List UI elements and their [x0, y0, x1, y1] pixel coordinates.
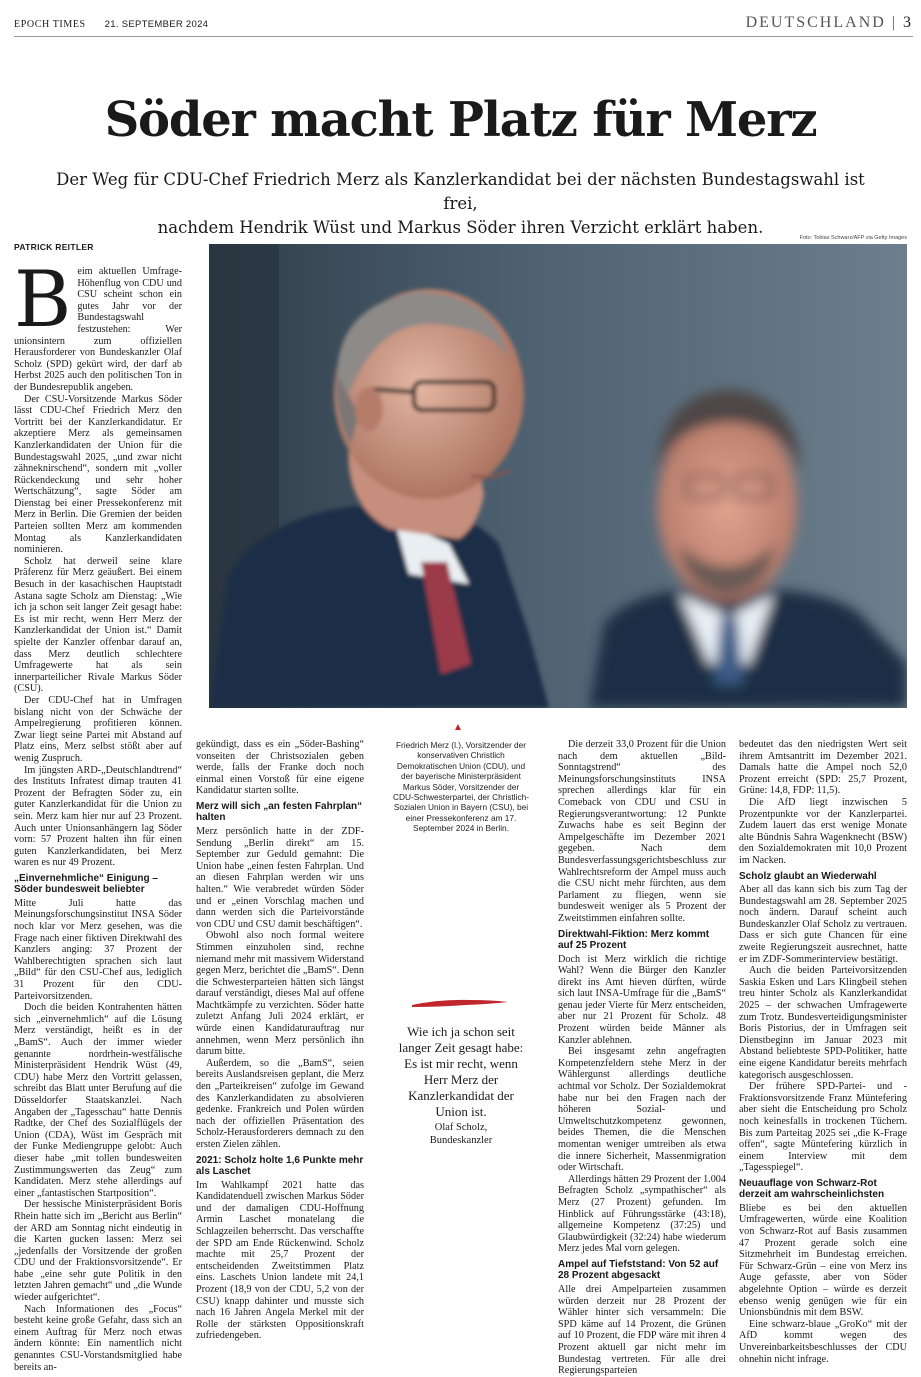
- paragraph: gekündigt, dass es ein „Söder-Bashing“ vonseiten der Christsozialen geben werde, falls der Franke doch noch einmal einen Vorstoß für eine eigene Kandidatur starten sollte.: [196, 739, 364, 797]
- photo-illustration: [209, 244, 907, 708]
- quote-role: Bundeskanzler: [429, 1134, 493, 1146]
- dropcap: B: [14, 255, 72, 345]
- paragraph: Der hessische Ministerpräsident Boris Rhein hatte sich im „Bericht aus Berlin“ der ARD am Sonntag nicht eindeutig in die Karten gucken lassen: Merz sei „jedenfalls der Vorsitzende der großen CDU und der Fraktionsvorsitzende“. Er habe „eine sehr gute Politik in den letzten Jahren gemacht“ und „die Wunde wieder aufgerichtet“.: [14, 1199, 182, 1304]
- lead-text: [40, 168, 881, 240]
- subheading: Merz will sich „an festen Fahrplan“ halten: [196, 800, 363, 824]
- quote-accent-stroke: [410, 996, 510, 1010]
- page-separator: |: [891, 14, 897, 31]
- photo-credit: Foto: Tobias Schwarz/AFP via Getty Images: [799, 235, 907, 241]
- paragraph: Alle drei Ampelparteien zusammen würden derzeit nur 28 Prozent der Wähler hinter sich versammeln: Die SPD käme auf 14 Prozent, die Grünen auf 10 Prozent, die FDP wäre mit ihren 4 Prozent aktuell gar nicht mehr im Bundestag vertreten. Für alle drei Regierungsparteien: [558, 1283, 726, 1377]
- subheading: „Einvernehmliche“ Einigung – Söder bundesweit beliebter: [14, 872, 158, 896]
- subheading: Scholz glaubt an Wiederwahl: [739, 870, 877, 882]
- author-byline: PATRICK REITLER: [14, 242, 94, 252]
- paragraph: Die AfD liegt inzwischen 5 Prozentpunkte vor der Kanzlerpartei. Zudem lauert das erst wenige Monate alte Bündnis Sahra Wagenknecht (BSW) den Sozialdemokraten mit 10,0 Prozent im Nacken.: [739, 796, 907, 866]
- paragraph: Der CSU-Vorsitzende Markus Söder lässt CDU-Chef Friedrich Merz den Vortritt bei der Kanzlerkandidatur. Er akzeptiere Merz als gemeinsamen Kanzlerkandidaten der Union für die Bundestagswahl 2025, „und zwar nicht zähneknirschend“, sondern mit „voller Rückendeckung und sehr hoher Wertschätzung“, sagte Söder am Dienstag bei einer Pressekonferenz mit Merz in Berlin. Die Gremien der beiden Parteien sollten Merz am kommenden Montag als Kanzlerkandidaten nominieren.: [14, 393, 182, 556]
- paragraph: Bliebe es bei den aktuellen Umfragewerten, würde eine Koalition von Schwarz-Rot auf Basis zusammen 47 Prozent gerade solch eine Sitzmehrheit im Bundestag erreichen. Für Schwarz-Grün – eine von Merz ins Auge gefasste, aber von Söder abgelehnte Option – würde es derzeit ebenso wenig genügen wie für ein Unionsbündnis mit dem BSW.: [739, 1202, 907, 1319]
- issue-date: 21. SEPTEMBER 2024: [104, 19, 209, 30]
- photo-caption: Friedrich Merz (l.), Vorsitzender der konservativen Christlich Demokratischen Union (CDU), und der bayerische Ministerpräsident Markus Söder, Vorsitzender der CDU-Schwesterpartei, der Christlich-Sozialen Union in Bayern (CSU), bei einer Pressekonferenz am 17. September 2024 in Berlin.: [392, 740, 529, 834]
- subheading: 2021: Scholz holte 1,6 Punkte mehr als Laschet: [196, 1154, 364, 1178]
- lead-line-2: nachdem Hendrik Wüst und Markus Söder ihren Verzicht erklärt haben.: [157, 218, 764, 237]
- paragraph: Aber all das kann sich bis zum Tag der Bundestagswahl am 28. September 2025 noch ändern. Darauf scheint auch Bundeskanzler Olaf Scholz zu vertrauen. Dass er sich gute Chancen für eine zweite Regierungszeit ausrechnet, hatte er im ZDF-Sommerinterview bestätigt.: [739, 884, 907, 965]
- column-4: [558, 739, 726, 1377]
- paragraph: Bei insgesamt zehn angefragten Kompetenzfeldern stehe Merz in der Wählergunst allerdings deutliche achtmal vor Scholz. Der Sozialdemokrat habe nur bei den Fragen nach der höheren Sozial- und Umweltschutzkompetenz gewonnen, beides Themen, die die Menschen momentan weniger umtreiben als etwa die innere Sicherheit, Massenmigration oder Wirtschaft.: [558, 1046, 726, 1174]
- subheading: Neuauflage von Schwarz-Rot derzeit am wahrscheinlichsten: [739, 1177, 885, 1201]
- paragraph: Im jüngsten ARD-„Deutschlandtrend“ des Instituts Infratest dimap trauten 41 Prozent der Befragten Söder zu, ein guter Kanzlerkandidat für die Union zu sein. Merz kam hier nur auf 23 Prozent. Auch unter Unionsanhängern lag Söder vorn: 57 Prozent halten ihn für einen guten Kanzlerkandidaten, bei Merz waren es nur 49 Prozent.: [14, 764, 182, 869]
- paragraph: Im Wahlkampf 2021 hatte das Kandidatenduell zwischen Markus Söder und der damaligen CDU-Hoffnung Armin Laschet monatelang die Schlagzeilen beherrscht. Das verschaffte der SPD am Ende Rückenwind. Scholz machte mit 25,7 Prozent der entscheidenden Zweitstimmen Platz eins. Laschets Union landete mit 24,1 Prozent (18,9 von der CDU, 5,2 von der CSU) knapp dahinter und musste sich nach 16 Jahren Angela Merkel mit der Rolle der stärksten Oppositionskraft zufriedengeben.: [196, 1179, 364, 1342]
- column-2: [196, 739, 364, 1342]
- paragraph-text: eim aktuellen Umfrage-Höhenflug von CDU und CSU scheint schon ein gutes Jahr vor der Bundestagswahl festzustehen: Wer unionsintern zum offiziellen Herausforderer von Bundeskanzler Olaf Scholz (SPD) gekürt wird, der darf ab Herbst 2025 auch den politischen Ton in der Bundesrepublik angeben.: [14, 266, 182, 393]
- header-rule: [14, 36, 913, 37]
- paragraph: Merz persönlich hatte in der ZDF-Sendung „Berlin direkt“ am 15. September zur Geduld gemahnt: Die Union habe „einen festen Fahrplan. Und an diesen Fahrplan werden wir uns halten.“ Wie verabredet würden Söder und er „einen Vorschlag machen und dann werden sich die Parteivorstände von CDU und CSU damit beschäftigen“.: [196, 825, 364, 930]
- paragraph: Nach Informationen des „Focus“ besteht keine große Gefahr, dass sich an einem Auftrag für Merz noch etwas ändern könnte: Ein namentlich nicht genanntes CSU-Vorstandsmitglied habe bereits an-: [14, 1303, 182, 1373]
- pull-quote-source: [392, 1122, 530, 1147]
- subheading: Ampel auf Tiefststand: Von 52 auf 28 Prozent abgesackt: [558, 1258, 719, 1282]
- brand-name: EPOCH TIMES: [14, 19, 86, 30]
- headline: Söder macht Platz für Merz: [104, 92, 817, 148]
- paragraph: [14, 255, 182, 394]
- masthead: [14, 19, 208, 30]
- page-number: 3: [903, 14, 911, 31]
- column-1: [14, 255, 182, 1373]
- paragraph: Doch die beiden Kontrahenten hätten sich „einvernehmlich“ auf die Lösung Merz verständigt, heißt es in der „BamS“. Auch der immer wieder genannte nordrhein-westfälische Ministerpräsident Hendrik Wüst (49, CDU) habe Merz den Vortritt gelassen, schreibt das Blatt unter Berufung auf die Düsseldorfer Staatskanzlei. Nach Angaben der „Tagesschau“ hatte Dennis Radtke, der Chef des Sozialflügels der Union (CDA), Wüst im Gespräch mit der Funke Mediengruppe gelobt: Auch dieser habe „mit tollen bundesweiten Zustimmungswerten das Zeug“ zum Kandidaten. Merz stehe allerdings auf einer „fantastischen Startposition“.: [14, 1002, 182, 1199]
- paragraph: Außerdem, so die „BamS“, seien bereits Auslandsreisen geplant, die Merz den „Parteikreisen“ zufolge im Gewand des Kanzlerkandidaten zu absolvieren gedenke. Frankreich und Polen würden nach der offiziellen Präsentation des Scholz-Herausforderers demnach zu den ersten Zielen zählen.: [196, 1057, 364, 1150]
- pull-quote: Wie ich ja schon seit langer Zeit gesagt habe: Es ist mir recht, wenn Herr Merz der Kanzlerkandidat der Union ist.: [398, 1024, 524, 1119]
- paragraph: Der CDU-Chef hat in Umfragen bislang nicht von der Schwäche der Ampelregierung profitieren können. Zwar liegt seine Partei mit Abstand auf Platz eins, Merz selbst stößt aber auf wenig Zuspruch.: [14, 694, 182, 764]
- column-5: [739, 739, 907, 1365]
- paragraph: Obwohl also noch formal weitere Stimmen einzuholen sind, rechne niemand mehr mit massivem Widerstand gegen Merz, berichtet die „BamS“. Denn die Schwesterparteien hätten sich längst darauf verständigt, dieses Mal auf offene Machtkämpfe zu verzichten. Söder hatte zuletzt Anfang Juli 2024 erklärt, er würde einen Kandidaturauftrag nur annehmen, wenn Merz persönlich ihn darum bitte.: [196, 930, 364, 1058]
- paragraph: Mitte Juli hatte das Meinungsforschungsinstitut INSA Söder noch klar vor Merz gesehen, was die Frage nach einer fiktiven Direktwahl des Kanzlers anging: 37 Prozent der Wahlberechtigten sprachen sich laut „Bild“ für den CSU-Chef aus, lediglich 31 Prozent für den CDU-Parteivorsitzenden.: [14, 897, 182, 1002]
- lead-line-1: Der Weg für CDU-Chef Friedrich Merz als Kanzlerkandidat bei der nächsten Bundestagswahl ist frei,: [56, 170, 865, 213]
- paragraph: Eine schwarz-blaue „GroKo“ mit der AfD kommt wegen des Unvereinbarkeitsbeschlusses der CDU ohnehin nicht infrage.: [739, 1318, 907, 1365]
- paragraph: Allerdings hätten 29 Prozent der 1.004 Befragten Scholz „sympathischer“ als Merz (27 Prozent) gefunden. Im Hinblick auf Führungsstärke (43:18), allgemeine Kompetenz (37:25) und Glaubwürdigkeit (32:24) habe wiederum Merz jedes Mal vorn gelegen.: [558, 1173, 726, 1255]
- caption-marker: [455, 724, 461, 730]
- paragraph: bedeutet das den niedrigsten Wert seit ihrem Amtsantritt im Dezember 2021. Damals hatte die Ampel noch 52,0 Prozent erreicht (SPD: 25,7 Prozent, Grüne: 14,8, FDP: 11,5).: [739, 739, 907, 797]
- paragraph: Auch die beiden Parteivorsitzenden Saskia Esken und Lars Klingbeil stehen treu hinter Scholz als Kanzlerkandidat 2025 – der schwachen Umfragewerte zum Trotz. Bundesverteidigungsminister Boris Pistorius, der in Umfragen seit Dienstbeginn im Januar 2023 mit Abstand beliebteste SPD-Politiker, hatte eine eigene Kandidatur bereits mehrfach kategorisch ausgeschlossen.: [739, 965, 907, 1081]
- paragraph: Scholz hat derweil seine klare Präferenz für Merz geäußert. Bei einem Besuch in der kasachischen Hauptstadt Astana sagte Scholz am Dienstag: „Wie ich ja schon seit langer Zeit gesagt habe: Es ist mir recht, wenn Herr Merz der Kanzlerkandidat der Union ist.“ Damit spielte der Kanzler offenbar darauf an, dass Merz deutlich schlechtere Umfragewerte hat als sein innerparteilicher Rivale Markus Söder (CSU).: [14, 555, 182, 695]
- section-header: [746, 14, 911, 32]
- paragraph: Die derzeit 33,0 Prozent für die Union nach dem aktuellen „Bild-Sonntagstrend“ des Meinungsforschungsinstituts INSA sprechen allerdings klar für ein Comeback von CDU und CSU in Regierungsverantwortung: 12 Punkte Zuwachs habe es seit Beginn der Ampelgeschäfte im Dezember 2021 gegeben. Nach dem Bundesverfassungsgerichtsbeschluss zur Wahlrechtsreform der Ampel muss auch die CSU nicht mehr fürchten, aus dem Parlament zu fliegen, wenn sie bundesweit weniger als 5 Prozent der Zweitstimmen einfahren sollte.: [558, 739, 726, 924]
- quote-author: Olaf Scholz,: [434, 1122, 488, 1133]
- paragraph: Der frühere SPD-Partei- und -Fraktionsvorsitzende Franz Müntefering aber sieht die Entscheidung pro Scholz noch keinesfalls in trockenen Tüchern. Bis zum Parteitag 2025 sei „die K-Frage offen“, sagte Müntefering kürzlich in einem Interview mit dem „Tagesspiegel“.: [739, 1081, 907, 1174]
- paragraph: Doch ist Merz wirklich die richtige Wahl? Wenn die Bürger den Kanzler direkt ins Amt hieven dürften, würde sich laut INSA-Umfrage für die „BamS“ genau jeder Vierte für Merz entscheiden, aber nur 21 Prozent für Scholz. 48 Prozent würden beide Männer als Kanzler ablehnen.: [558, 953, 726, 1046]
- article-photo: [209, 244, 907, 708]
- section-name: DEUTSCHLAND: [745, 14, 886, 31]
- subheading: Direktwahl-Fiktion: Merz kommt auf 25 Prozent: [558, 928, 710, 951]
